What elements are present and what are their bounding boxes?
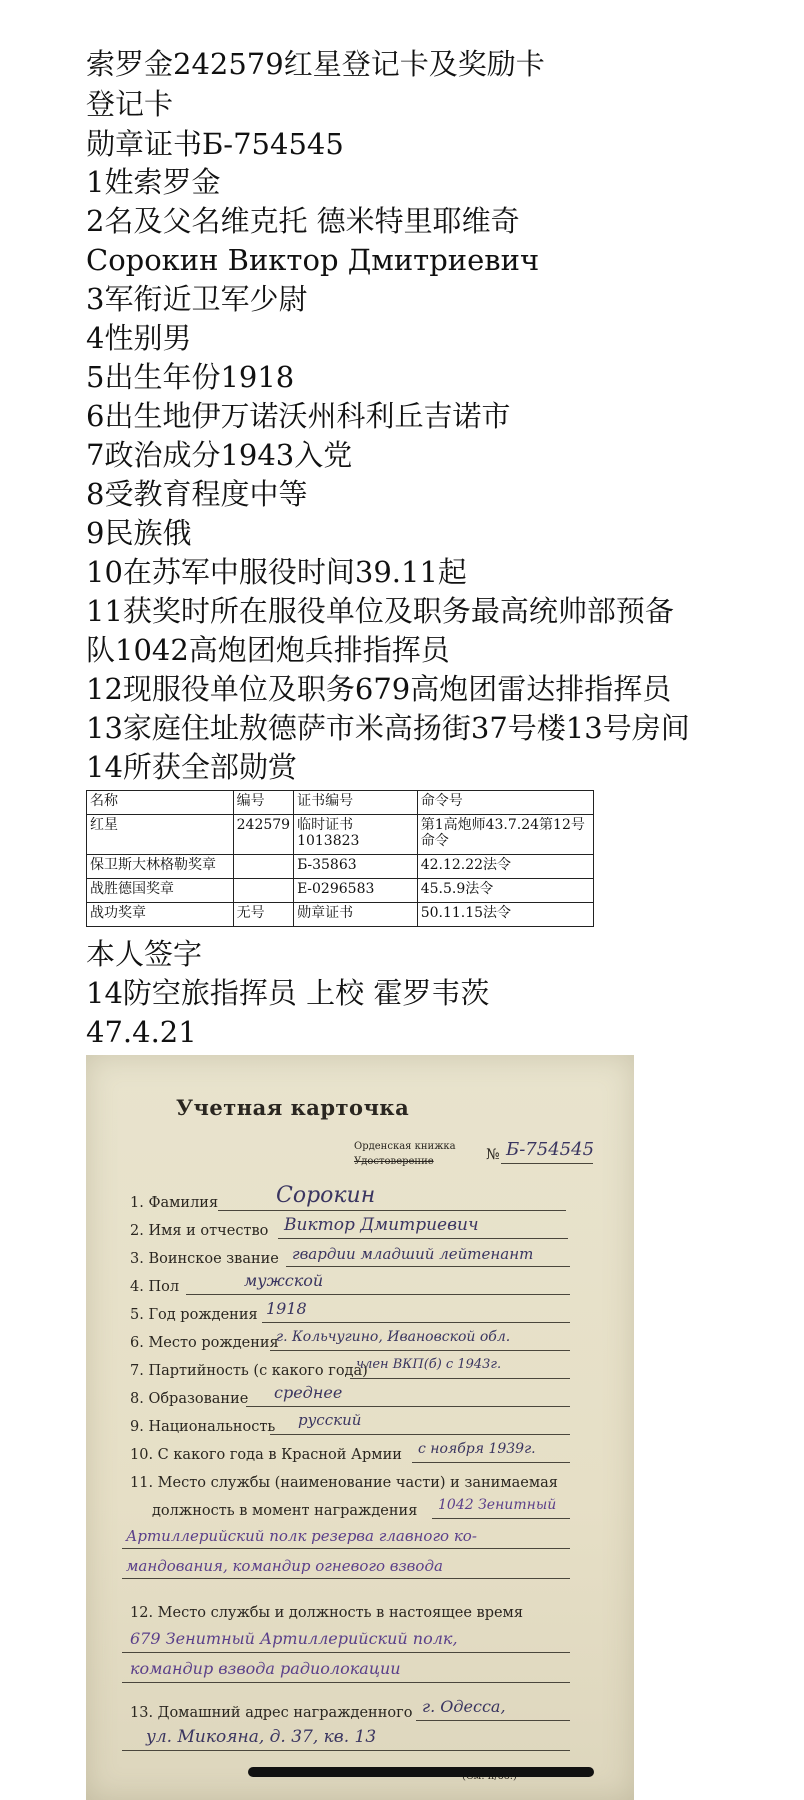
table-header-cell: 证书编号 <box>294 791 418 815</box>
card-f12-value-a: 679 Зенитный Артиллерийский полк, <box>130 1629 458 1648</box>
field-name: 2名及父名维克托 德米特里耶维奇 <box>86 204 520 238</box>
table-cell: 45.5.9法令 <box>417 879 593 903</box>
table-row <box>87 855 594 879</box>
table-cell: 242579 <box>233 815 293 855</box>
scanned-card <box>86 1055 634 1800</box>
card-field-value: мужской <box>244 1271 324 1290</box>
card-field-label: 6. Место рождения <box>130 1335 279 1351</box>
table-cell: 战功奖章 <box>87 903 234 927</box>
field-nationality: 9民族俄 <box>86 516 192 550</box>
table-header-cell: 命令号 <box>417 791 593 815</box>
card-field-value: г. Кольчугино, Ивановской обл. <box>276 1329 511 1345</box>
card-field-label: 7. Партийность (с какого года) <box>130 1363 368 1379</box>
table-header-row <box>87 791 594 815</box>
field-name-russian: Сорокин Виктор Дмитриевич <box>86 243 540 277</box>
card-field-label: 10. С какого года в Красной Армии <box>130 1447 402 1463</box>
table-cell: Б-35863 <box>294 855 418 879</box>
sign-date: 47.4.21 <box>86 1015 197 1049</box>
table-header-cell: 编号 <box>233 791 293 815</box>
table-cell <box>233 855 293 879</box>
card-title: Учетная карточка <box>176 1095 410 1120</box>
table-cell: 勋章证书 <box>294 903 418 927</box>
card-field-label: 1. Фамилия <box>130 1195 219 1211</box>
card-field-value: с ноября 1939г. <box>418 1441 536 1457</box>
field-unit-at-award-cont: 队1042高炮团炮兵排指挥员 <box>86 633 450 667</box>
awards-table <box>86 790 594 927</box>
order-book-number: 勋章证书Б-754545 <box>86 127 344 161</box>
card-field-value: среднее <box>274 1383 343 1402</box>
card-field-value: русский <box>298 1411 362 1429</box>
card-field-label: 2. Имя и отчество <box>130 1223 269 1239</box>
card-number: Б-754545 <box>506 1139 595 1160</box>
field-birthplace: 6出生地伊万诺沃州科利丘吉诺市 <box>86 399 511 433</box>
table-cell: 保卫斯大林格勒奖章 <box>87 855 234 879</box>
card-f13-value-b: ул. Микояна, д. 37, кв. 13 <box>146 1727 377 1747</box>
table-cell: 无号 <box>233 903 293 927</box>
card-f11-label-b: должность в момент награждения <box>152 1503 418 1519</box>
table-cell: 第1高炮师43.7.24第12号命令 <box>417 815 593 855</box>
signer: 14防空旅指挥员 上校 霍罗韦茨 <box>86 976 490 1010</box>
field-rank: 3军衔近卫军少尉 <box>86 282 308 316</box>
doc-title: 索罗金242579红星登记卡及奖励卡 <box>86 47 545 81</box>
card-f13-value-a: г. Одесса, <box>422 1697 506 1716</box>
table-header-cell: 名称 <box>87 791 234 815</box>
field-education: 8受教育程度中等 <box>86 477 308 511</box>
field-sex: 4性别男 <box>86 321 192 355</box>
table-cell: Е-0296583 <box>294 879 418 903</box>
field-address: 13家庭住址敖德萨市米高扬街37号楼13号房间 <box>86 711 690 745</box>
card-no-label: № <box>486 1147 500 1163</box>
card-field-label: 5. Год рождения <box>130 1307 258 1323</box>
card-field-label: 4. Пол <box>130 1279 180 1295</box>
card-f12-value-b: командир взвода радиолокации <box>130 1659 401 1678</box>
card-f11-value-a: 1042 Зенитный <box>438 1497 557 1513</box>
card-field-value: 1918 <box>266 1299 307 1318</box>
table-cell: 红星 <box>87 815 234 855</box>
field-surname: 1姓索罗金 <box>86 165 221 199</box>
table-cell: 临时证书1013823 <box>294 815 418 855</box>
card-field-value: Сорокин <box>276 1183 376 1208</box>
table-row <box>87 879 594 903</box>
table-row <box>87 903 594 927</box>
field-awards-heading: 14所获全部勋赏 <box>86 750 297 784</box>
signature-heading: 本人签字 <box>86 937 203 971</box>
field-birth-year: 5出生年份1918 <box>86 360 295 394</box>
table-cell: 42.12.22法令 <box>417 855 593 879</box>
card-field-value: гвардии младший лейтенант <box>292 1245 534 1263</box>
card-field-label: 3. Воинское звание <box>130 1251 279 1267</box>
home-indicator[interactable] <box>248 1767 594 1777</box>
card-field-value: член ВКП(б) с 1943г. <box>356 1357 502 1372</box>
card-f12-label: 12. Место службы и должность в настоящее время <box>130 1605 523 1621</box>
table-row <box>87 815 594 855</box>
card-cert-label: Удостоверение <box>354 1156 434 1167</box>
table-cell <box>233 879 293 903</box>
field-unit-at-award: 11获奖时所在服役单位及职务最高统帅部预备 <box>86 594 674 628</box>
card-field-label: 8. Образование <box>130 1391 249 1407</box>
table-cell: 50.11.15法令 <box>417 903 593 927</box>
card-field-value: Виктор Дмитриевич <box>284 1215 479 1235</box>
field-service-start: 10在苏军中服役时间39.11起 <box>86 555 467 589</box>
card-f11-value-c: мандования, командир огневого взвода <box>126 1557 443 1575</box>
doc-subtitle: 登记卡 <box>86 87 174 121</box>
card-field-label: 9. Национальность <box>130 1419 276 1435</box>
card-book-label: Орденская книжка <box>354 1141 456 1152</box>
card-f13-label: 13. Домашний адрес награжденного <box>130 1705 413 1721</box>
table-cell: 战胜德国奖章 <box>87 879 234 903</box>
card-f11-label-a: 11. Место службы (наименование части) и занимаемая <box>130 1475 558 1491</box>
field-current-unit: 12现服役单位及职务679高炮团雷达排指挥员 <box>86 672 672 706</box>
field-party: 7政治成分1943入党 <box>86 438 353 472</box>
card-f11-value-b: Артиллерийский полк резерва главного ко- <box>126 1527 477 1545</box>
